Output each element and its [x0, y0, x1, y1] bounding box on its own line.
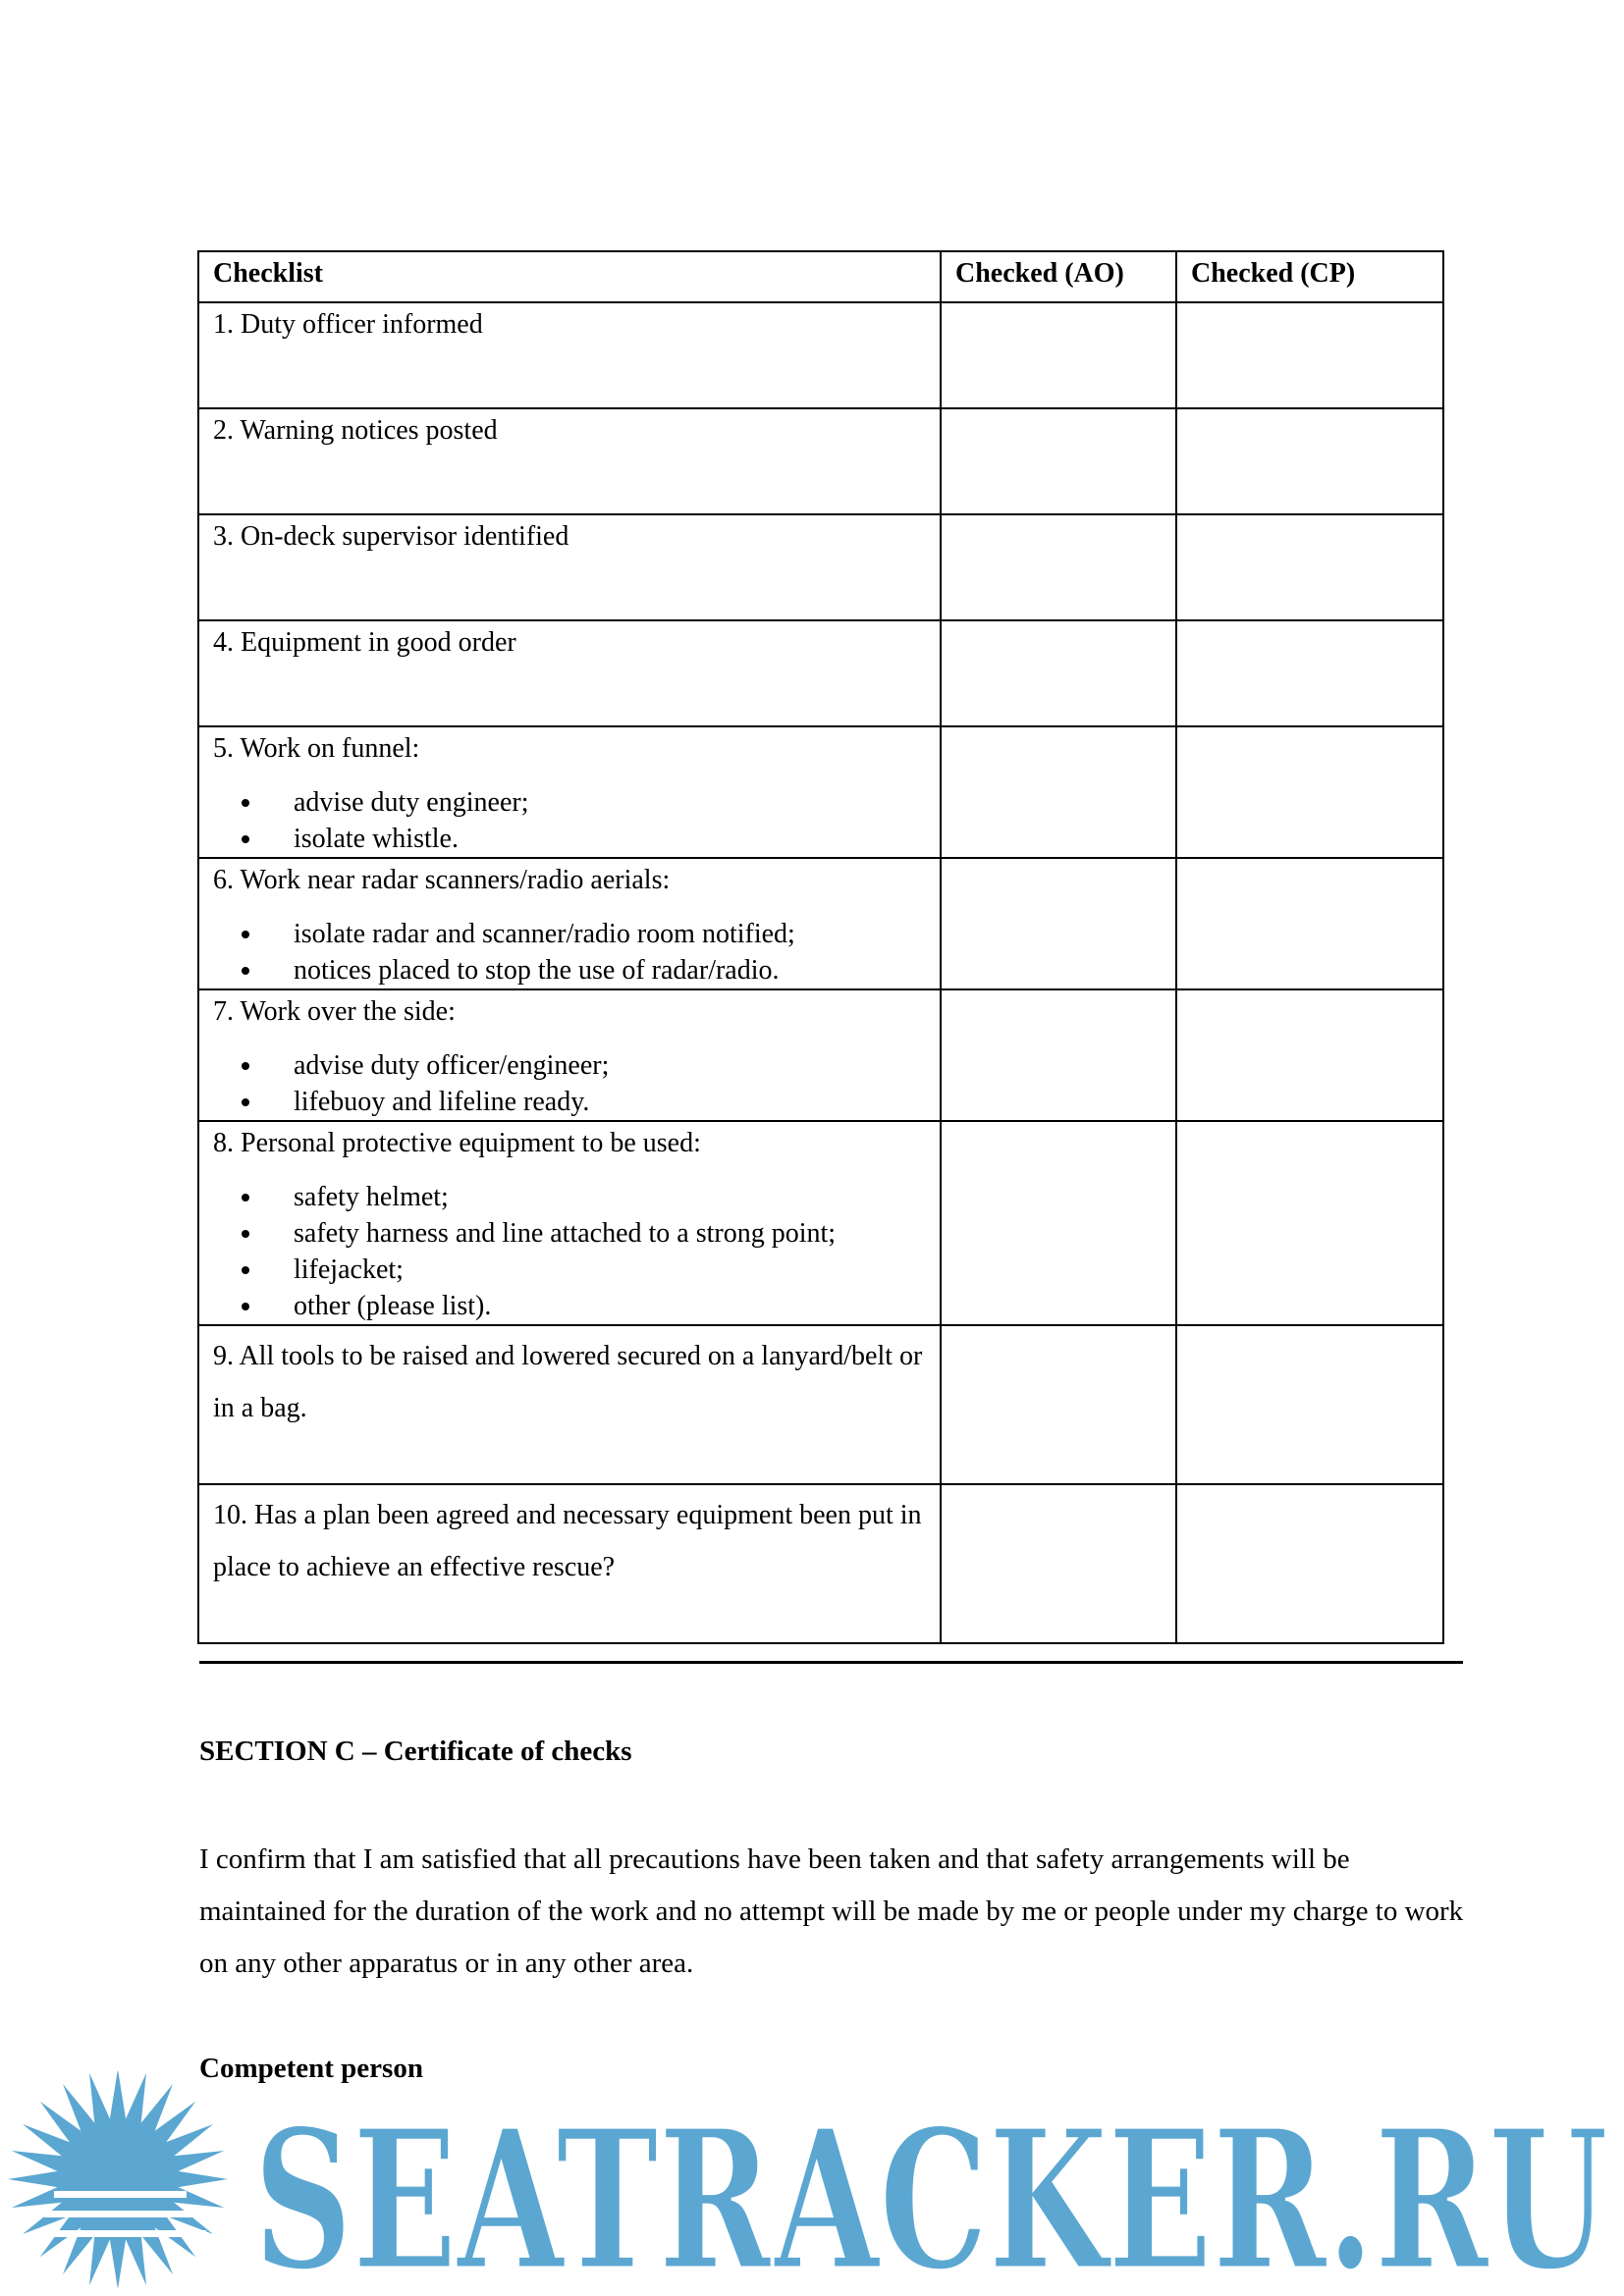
check-cp-cell[interactable] — [1176, 1325, 1443, 1484]
checklist-item — [198, 514, 941, 620]
bullet-list — [213, 1179, 926, 1324]
checklist-item — [198, 620, 941, 726]
header-checklist: Checklist — [198, 251, 941, 302]
header-checked-cp: Checked (CP) — [1176, 251, 1443, 302]
sun-icon — [8, 2071, 228, 2289]
item-label: 8. Personal protective equipment to be used: — [213, 1128, 701, 1158]
checklist-item — [198, 1121, 941, 1325]
checklist-row — [198, 1121, 1443, 1325]
check-ao-cell[interactable] — [941, 1325, 1176, 1484]
section-divider — [199, 1661, 1463, 1664]
checklist-row — [198, 408, 1443, 514]
check-ao-cell[interactable] — [941, 726, 1176, 858]
checklist-row — [198, 514, 1443, 620]
check-cp-cell[interactable] — [1176, 620, 1443, 726]
bullet-item: • advise duty officer/engineer; — [264, 1047, 926, 1084]
check-cp-cell[interactable] — [1176, 302, 1443, 408]
check-cp-cell[interactable] — [1176, 1484, 1443, 1643]
check-ao-cell[interactable] — [941, 408, 1176, 514]
item-label: 3. On-deck supervisor identified — [213, 521, 569, 552]
item-label: 1. Duty officer informed — [213, 309, 483, 340]
checklist-row — [198, 620, 1443, 726]
check-cp-cell[interactable] — [1176, 989, 1443, 1121]
watermark-text: SEATRACKER.RU — [253, 2088, 1608, 2296]
bullet-item: • safety helmet; — [264, 1179, 926, 1215]
checklist-row — [198, 858, 1443, 989]
bullet-item: • lifejacket; — [264, 1252, 926, 1288]
item-label: 7. Work over the side: — [213, 996, 456, 1027]
check-ao-cell[interactable] — [941, 302, 1176, 408]
horizon-line — [34, 2230, 206, 2237]
check-ao-cell[interactable] — [941, 1484, 1176, 1643]
bullet-item: • other (please list). — [264, 1288, 926, 1324]
bullet-item: • isolate whistle. — [264, 821, 926, 857]
checklist-row — [198, 1325, 1443, 1484]
item-label: 4. Equipment in good order — [213, 627, 516, 658]
check-cp-cell[interactable] — [1176, 858, 1443, 989]
item-label: 10. Has a plan been agreed and necessary equipment been put in place to achieve an effective rescue? — [213, 1500, 922, 1582]
check-ao-cell[interactable] — [941, 989, 1176, 1121]
checklist-row — [198, 302, 1443, 408]
section-c-heading: SECTION C – Certificate of checks — [199, 1735, 632, 1767]
check-cp-cell[interactable] — [1176, 514, 1443, 620]
horizon-line — [44, 2211, 196, 2217]
checklist-table — [197, 250, 1444, 1644]
item-label: 5. Work on funnel: — [213, 733, 420, 764]
check-ao-cell[interactable] — [941, 1121, 1176, 1325]
confirmation-statement: I confirm that I am satisfied that all precautions have been taken and that safety arrangements will be maintained for the duration of the work and no attempt will be made by me or people under my charge to work on any other apparatus or in any other area. — [199, 1843, 1464, 1979]
bullet-item: • lifebuoy and lifeline ready. — [264, 1084, 926, 1120]
checklist-header-row — [198, 251, 1443, 302]
checklist-item — [198, 1325, 941, 1484]
checklist-item — [198, 858, 941, 989]
check-ao-cell[interactable] — [941, 620, 1176, 726]
checklist-row — [198, 989, 1443, 1121]
checklist-row — [198, 1484, 1443, 1643]
check-cp-cell[interactable] — [1176, 1121, 1443, 1325]
check-ao-cell[interactable] — [941, 858, 1176, 989]
item-label: 2. Warning notices posted — [213, 415, 498, 446]
bullet-item: • safety harness and line attached to a strong point; — [264, 1215, 926, 1252]
bullet-item: • notices placed to stop the use of radar/radio. — [264, 952, 926, 988]
header-checked-ao: Checked (AO) — [941, 251, 1176, 302]
horizon-line — [54, 2191, 187, 2198]
check-ao-cell[interactable] — [941, 514, 1176, 620]
checklist-item — [198, 1484, 941, 1643]
item-label: 9. All tools to be raised and lowered secured on a lanyard/belt or in a bag. — [213, 1341, 923, 1423]
checklist-item — [198, 989, 941, 1121]
item-label: 6. Work near radar scanners/radio aerials: — [213, 865, 671, 895]
checklist-item — [198, 726, 941, 858]
bullet-item: • advise duty engineer; — [264, 784, 926, 821]
checklist-row — [198, 726, 1443, 858]
check-cp-cell[interactable] — [1176, 408, 1443, 514]
sun-core — [63, 2124, 173, 2234]
competent-person-label: Competent person — [199, 2053, 423, 2084]
bullet-list — [213, 784, 926, 857]
bullet-item: • isolate radar and scanner/radio room notified; — [264, 916, 926, 952]
bullet-list — [213, 1047, 926, 1120]
seatracker-watermark — [0, 2071, 1624, 2296]
checklist-item — [198, 302, 941, 408]
check-cp-cell[interactable] — [1176, 726, 1443, 858]
checklist-item — [198, 408, 941, 514]
bullet-list — [213, 916, 926, 988]
